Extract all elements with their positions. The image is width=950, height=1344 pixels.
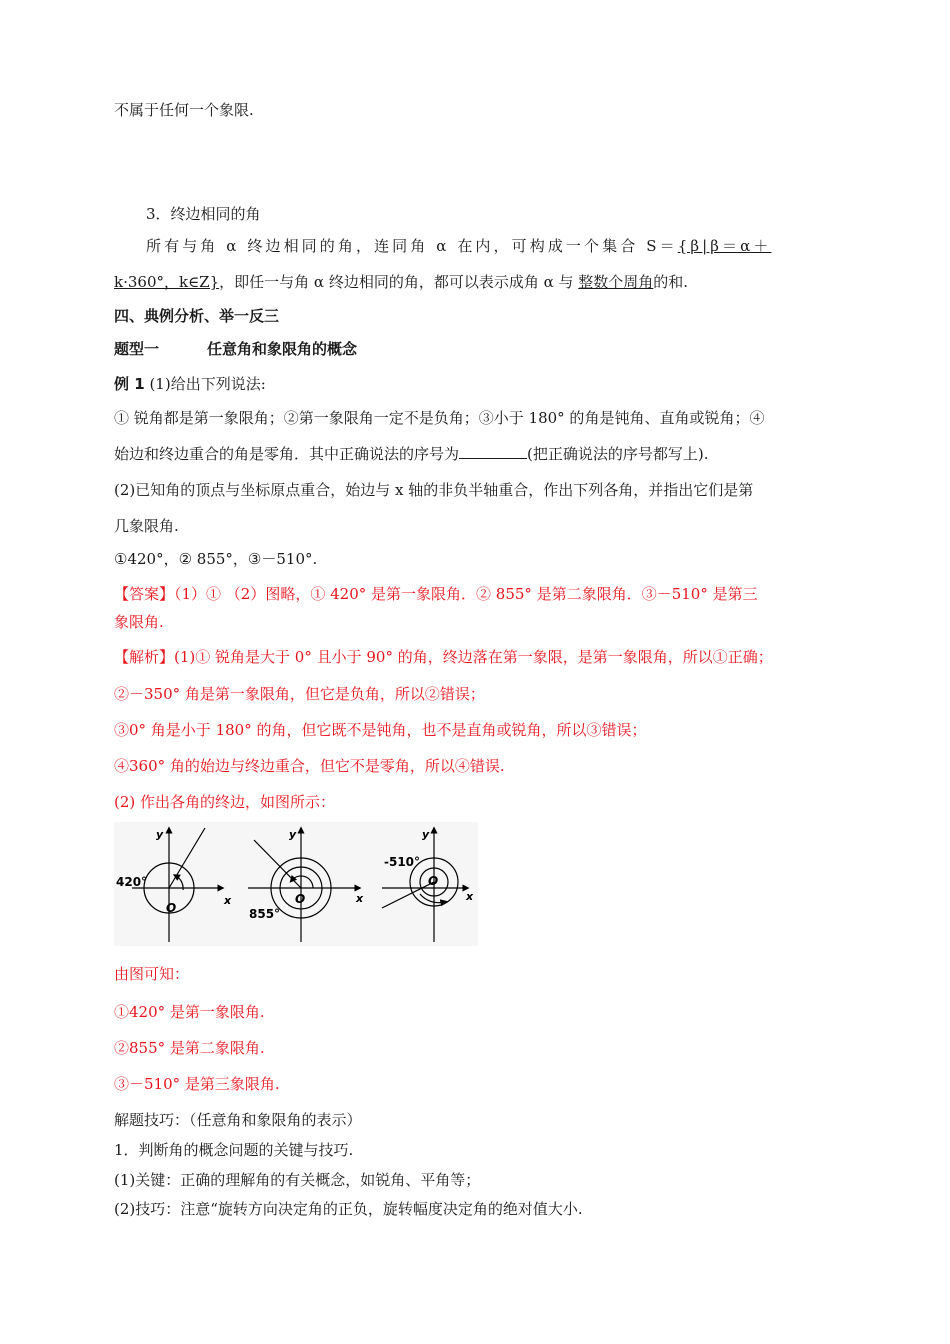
example-heading: 例 1 (1)给出下列说法:: [114, 375, 266, 393]
text-line: k·360°，k∈Z}，即任一与角 α 终边相同的角，都可以表示成角 α 与 整数个周角的和.: [114, 273, 689, 291]
text-line: 几象限角.: [114, 517, 179, 535]
analysis-line: ②855° 是第二象限角.: [114, 1039, 265, 1057]
analysis-line: ④360° 角的始边与终边重合，但它不是零角，所以④错误.: [114, 757, 505, 775]
analysis-line: ③0° 角是小于 180° 的角，但它既不是钝角，也不是直角或锐角，所以③错误；: [114, 721, 647, 739]
origin-label: O: [428, 874, 439, 888]
section-heading: 四、典例分析、举一反三: [114, 307, 280, 325]
text-line: (1)关键：正确的理解角的有关概念，如锐角、平角等；: [114, 1171, 481, 1189]
angle-figure: [114, 822, 478, 946]
angle-label: 420°: [116, 875, 148, 889]
origin-label: O: [295, 892, 306, 906]
answer-blank: [459, 444, 527, 459]
axis-label-x: x: [224, 894, 232, 907]
topic-heading: 题型一 任意角和象限角的概念: [114, 340, 358, 358]
text-line: ① 锐角都是第一象限角；②第一象限角一定不是负角；③小于 180° 的角是钝角、直角或锐角；④: [114, 409, 765, 427]
text-line: 1．判断角的概念问题的关键与技巧.: [114, 1141, 354, 1159]
axis-label-y: y: [156, 828, 164, 841]
section-heading: 3．终边相同的角: [146, 205, 261, 223]
angle-label: -510°: [384, 855, 421, 869]
tips-heading: 解题技巧：（任意角和象限角的表示）: [114, 1111, 362, 1129]
axis-label-x: x: [466, 890, 474, 903]
analysis-line: ①420° 是第一象限角.: [114, 1003, 265, 1021]
answer-line: 【答案】（1）① （2）图略，① 420° 是第一象限角．② 855° 是第二象限角．③－510° 是第三: [114, 585, 758, 603]
analysis-line: (2) 作出各角的终边，如图所示：: [114, 793, 336, 811]
angle-label: 855°: [249, 907, 281, 921]
analysis-line: ②－350° 角是第一象限角，但它是负角，所以②错误；: [114, 685, 485, 703]
axis-label-x: x: [356, 892, 364, 905]
text-line: 所有与角 α 终边相同的角，连同角 α 在内，可构成一个集合 S＝{β|β＝α＋: [146, 237, 772, 255]
axis-label-y: y: [289, 828, 297, 841]
text-line: (2)已知角的顶点与坐标原点重合，始边与 x 轴的非负半轴重合，作出下列各角，并指出它们是第: [114, 481, 754, 499]
text-line: ①420°，② 855°，③－510°.: [114, 550, 318, 568]
text-line: 始边和终边重合的角是零角．其中正确说法的序号为 (把正确说法的序号都写上).: [114, 445, 709, 463]
answer-line: 象限角.: [114, 613, 164, 631]
text-line: (2)技巧：注意“旋转方向决定角的正负，旋转幅度决定角的绝对值大小.: [114, 1200, 583, 1218]
analysis-line: 【解析】(1)① 锐角是大于 0° 且小于 90° 的角，终边落在第一象限，是第一象限角，所以①正确；: [114, 648, 773, 666]
text-line: 不属于任何一个象限.: [114, 101, 254, 119]
origin-label: O: [166, 901, 177, 915]
analysis-line: ③－510° 是第三象限角.: [114, 1075, 280, 1093]
analysis-line: 由图可知：: [114, 965, 190, 983]
axis-label-y: y: [422, 828, 430, 841]
